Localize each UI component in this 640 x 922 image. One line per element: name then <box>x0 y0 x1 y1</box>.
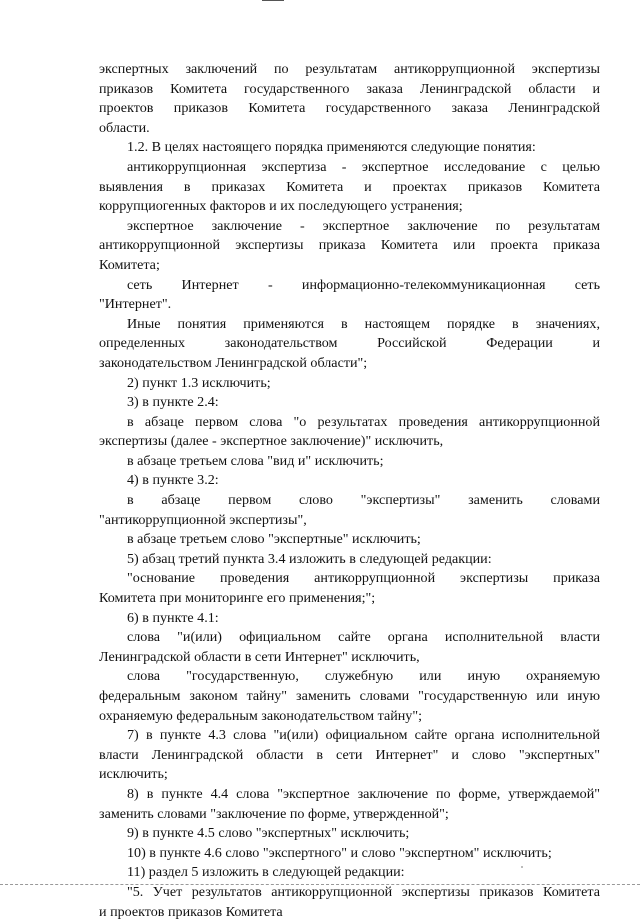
paragraph-line: 8) в пункте 4.4 слова "экспертное заключение по форме, утверждаемой" <box>127 785 600 802</box>
paragraph-line: 1.2. В целях настоящего порядка применяются следующие понятия: <box>127 139 536 156</box>
paragraph-line: 7) в пункте 4.3 слова "и(или) официальном сайте органа исполнительной <box>127 727 600 744</box>
paragraph-line: Ленинградской области в сети Интернет" исключить, <box>99 648 420 665</box>
paragraph-line: 5) абзац третий пункта 3.4 изложить в следующей редакции: <box>127 550 492 567</box>
paragraph-line: 2) пункт 1.3 исключить; <box>127 374 271 391</box>
paragraph-line: "антикоррупционной экспертизы", <box>99 511 307 528</box>
paragraph-line: антикоррупционной экспертизы приказа Комитета или проекта приказа <box>99 237 600 254</box>
paragraph-line: проектов приказов Комитета государственного заказа Ленинградской <box>99 100 600 117</box>
paragraph-line: 10) в пункте 4.6 слово "экспертного" и слово "экспертном" исключить; <box>127 844 552 861</box>
paragraph-line: области. <box>99 119 150 136</box>
paragraph-line: власти Ленинградской области в сети Интернет" и слово "экспертных" <box>99 746 600 763</box>
paragraph-line: "основание проведения антикоррупционной экспертизы приказа <box>127 570 600 587</box>
paragraph-line: Комитета при мониторинге его применения;"; <box>99 590 376 607</box>
paragraph-line: и проектов приказов Комитета <box>99 903 283 920</box>
paragraph-line: заменить словами "заключение по форме, утвержденной"; <box>99 805 449 822</box>
paragraph-line: охраняемую федеральным законодательством тайну"; <box>99 707 423 724</box>
paragraph-line: законодательством Ленинградской области"; <box>99 354 368 371</box>
paragraph-line: 4) в пункте 3.2: <box>127 472 219 489</box>
paragraph-line: 11) раздел 5 изложить в следующей редакции: <box>127 864 405 881</box>
paragraph-line: коррупциогенных факторов и их последующего устранения; <box>99 198 463 215</box>
paragraph-line: в абзаце первом слово "экспертизы" заменить словами <box>127 492 600 509</box>
scan-speck <box>521 866 523 868</box>
paragraph-line: экспертных заключений по результатам антикоррупционной экспертизы <box>99 61 600 77</box>
paragraph-line: в абзаце первом слова "о результатах проведения антикоррупционной <box>127 413 600 430</box>
paragraph-line: Иные понятия применяются в настоящем порядке в значениях, <box>127 315 600 332</box>
paragraph-line: Комитета; <box>99 256 160 273</box>
paragraph-line: 3) в пункте 2.4: <box>127 394 219 411</box>
paragraph-line: слова "и(или) официальном сайте органа исполнительной власти <box>127 629 600 646</box>
document-body <box>99 60 600 922</box>
paragraph-line: "5. Учет результатов антикоррупционной экспертизы приказов Комитета <box>127 883 600 900</box>
paragraph-line: экспертное заключение - экспертное заключение по результатам <box>127 217 600 234</box>
paragraph-line: 6) в пункте 4.1: <box>127 609 219 626</box>
paragraph-line: экспертизы (далее - экспертное заключение)" исключить, <box>99 433 444 450</box>
paragraph-line: "Интернет". <box>99 296 172 313</box>
paragraph-line: определенных законодательством Российской Федерации и <box>99 335 600 352</box>
paragraph-line: выявления в приказах Комитета и проектах приказов Комитета <box>99 178 600 195</box>
paragraph-line: сеть Интернет - информационно-телекоммуникационная сеть <box>127 276 600 293</box>
top-page-mark <box>262 0 284 2</box>
paragraph-line: приказов Комитета государственного заказа Ленинградской области и <box>99 80 600 97</box>
paragraph-line: федеральным законом тайну" заменить словами "государственную или иную <box>99 688 600 704</box>
paragraph-line: слова "государственную, служебную или иную охраняемую <box>127 668 600 685</box>
paragraph-line: антикоррупционная экспертиза - экспертное исследование с целью <box>127 158 600 175</box>
paragraph-line: в абзаце третьем слово "экспертные" исключить; <box>127 531 421 548</box>
paragraph-line: исключить; <box>99 766 168 783</box>
bottom-scan-line <box>0 884 640 885</box>
paragraph-line: в абзаце третьем слова "вид и" исключить; <box>127 452 384 469</box>
paragraph-line: 9) в пункте 4.5 слово "экспертных" исключить; <box>127 825 410 842</box>
